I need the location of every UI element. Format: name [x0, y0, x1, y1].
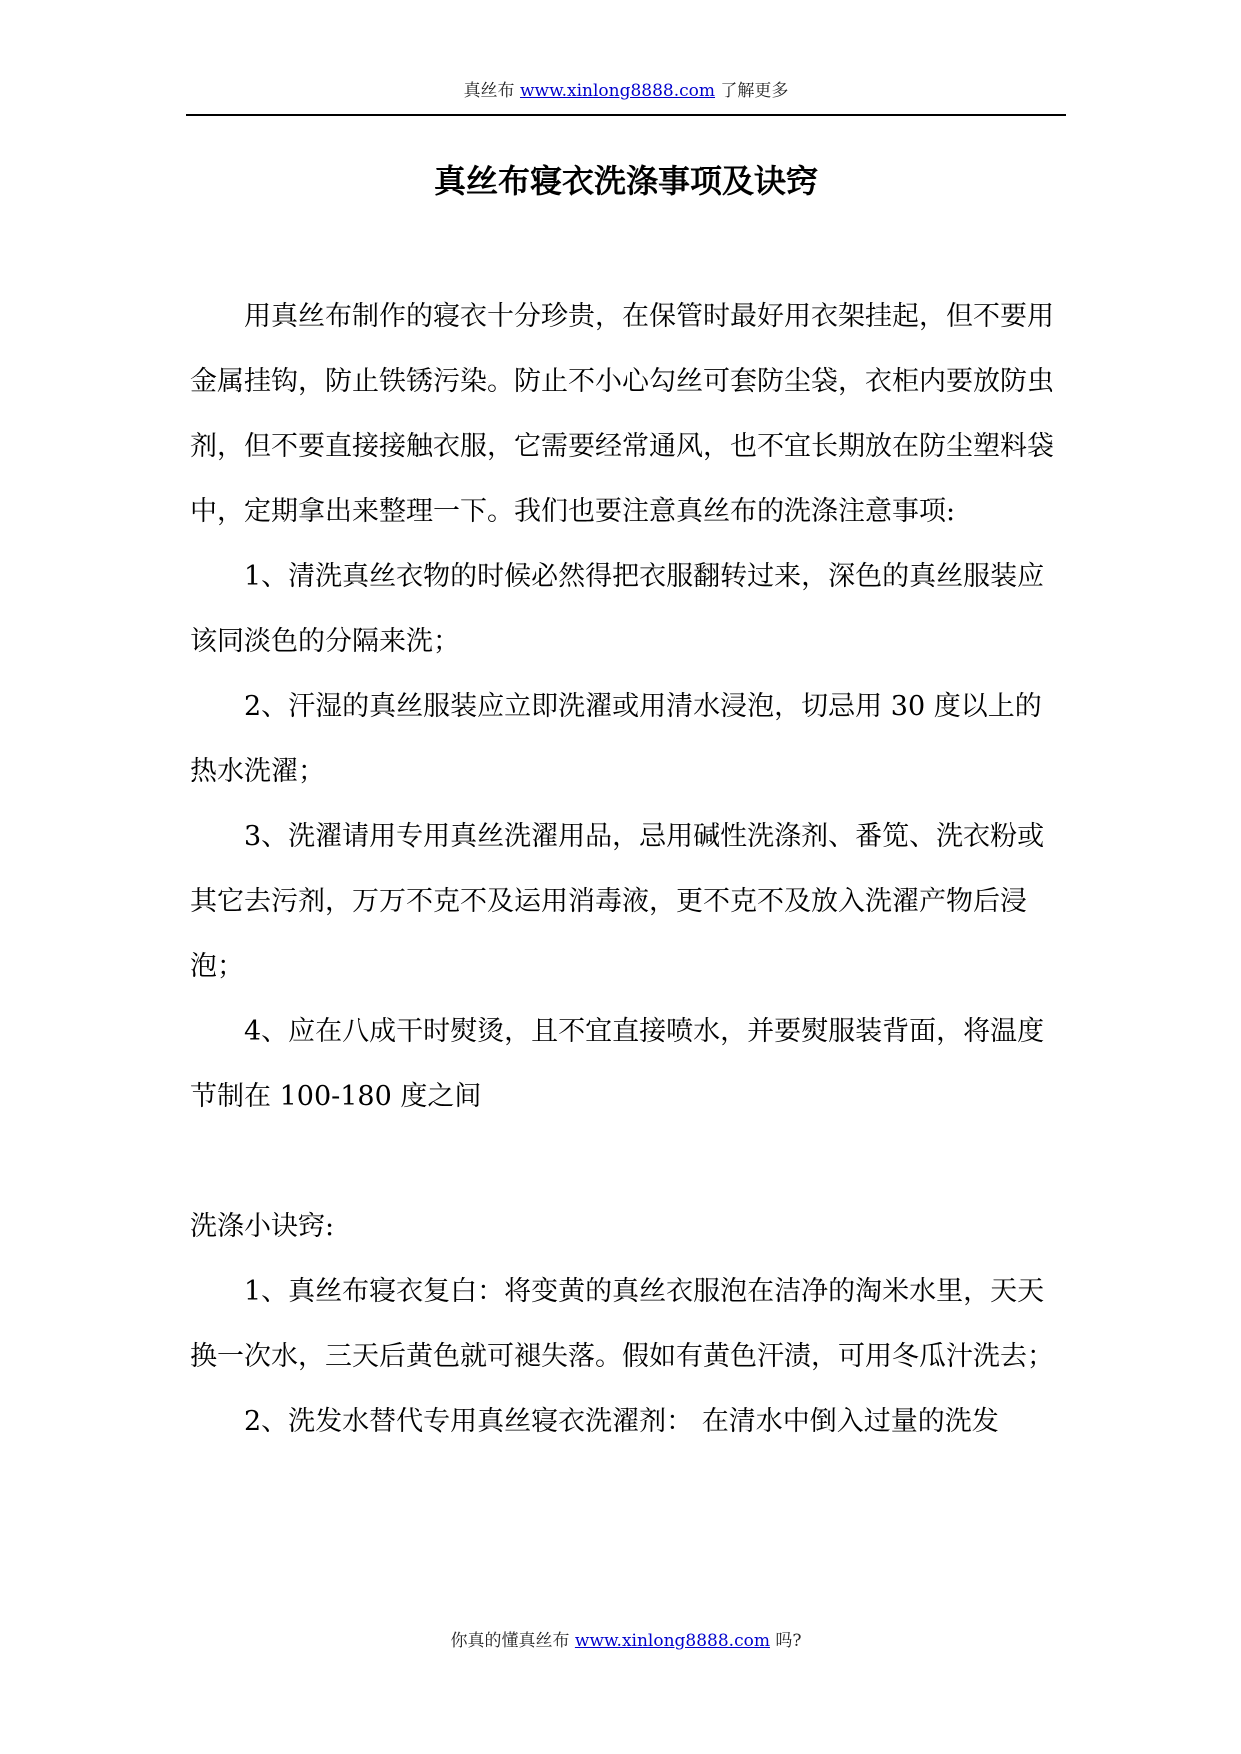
care-item-2: 2、汗湿的真丝服装应立即洗濯或用清水浸泡，切忌用 30 度以上的热水洗濯； — [190, 691, 1042, 787]
care-item-3: 3、洗濯请用专用真丝洗濯用品，忌用碱性洗涤剂、番笕、洗衣粉或其它去污剂，万万不克不及运用消毒液，更不克不及放入洗濯产物后浸泡； — [190, 821, 1045, 982]
footer-suffix: 吗? — [769, 1631, 802, 1651]
header-suffix: 了解更多 — [715, 81, 789, 101]
section-gap — [190, 1129, 1060, 1194]
header-prefix: 真丝布 — [463, 81, 520, 101]
intro-paragraph: 用真丝布制作的寝衣十分珍贵，在保管时最好用衣架挂起，但不要用金属挂钩，防止铁锈污染。防止不小心勾丝可套防尘袋，衣柜内要放防虫剂，但不要直接接触衣服，它需要经常通风，也不宜长期放在防尘塑料袋中，定期拿出来整理一下。我们也要注意真丝布的洗涤注意事项: — [190, 301, 1054, 527]
footer-prefix: 你真的懂真丝布 — [450, 1631, 575, 1651]
page-header — [186, 80, 1066, 102]
tip-item-2: 2、洗发水替代专用真丝寝衣洗濯剂： 在清水中倒入过量的洗发 — [244, 1406, 999, 1437]
header-divider — [186, 114, 1066, 116]
care-item-1: 1、清洗真丝衣物的时候必然得把衣服翻转过来，深色的真丝服装应该同淡色的分隔来洗； — [190, 561, 1045, 657]
tip-item-1: 1、真丝布寝衣复白：将变黄的真丝衣服泡在洁净的淘米水里，天天换一次水，三天后黄色就可褪失落。假如有黄色汗渍，可用冬瓜汁洗去； — [190, 1276, 1054, 1372]
header-link[interactable]: www.xinlong8888.com — [519, 81, 716, 101]
care-item-4: 4、应在八成干时熨烫，且不宜直接喷水，并要熨服装背面，将温度节制在 100-180 度之间 — [190, 1016, 1045, 1112]
footer-link[interactable]: www.xinlong8888.com — [574, 1631, 770, 1651]
document-body — [190, 284, 1060, 1454]
document-title: 真丝布寝衣洗涤事项及诀窍 — [433, 162, 818, 200]
tips-heading: 洗涤小诀窍: — [190, 1211, 335, 1242]
page-footer — [186, 1630, 1066, 1652]
